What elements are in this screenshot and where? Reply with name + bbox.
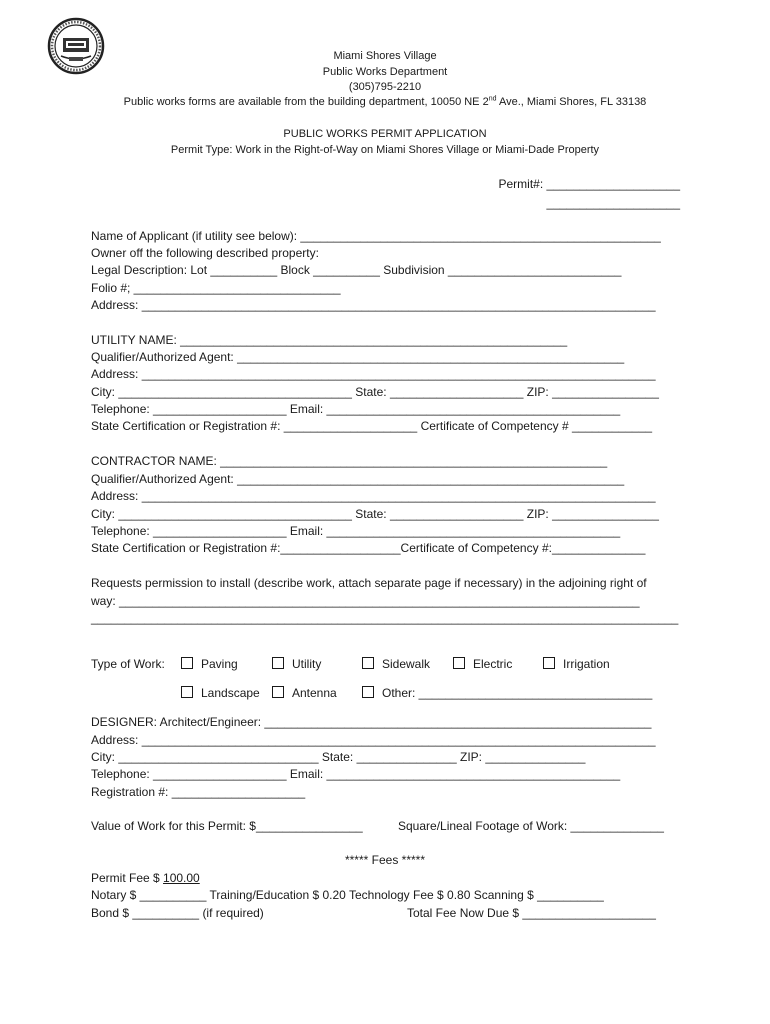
fees-heading: ***** Fees ***** <box>344 853 426 867</box>
department-name: Public Works Department <box>322 66 448 78</box>
utility-name-field[interactable]: UTILITY NAME: __________________________________________________________ <box>91 333 568 347</box>
work-value-field[interactable]: Value of Work for this Permit: $________________ <box>91 819 363 833</box>
checkbox-icon[interactable] <box>362 686 374 698</box>
designer-registration-field[interactable]: Registration #: ____________________ <box>91 785 306 799</box>
work-type-sidewalk[interactable] <box>362 657 430 671</box>
utility-phone-field[interactable]: Telephone: ____________________ Email: ____________________________________________ <box>91 402 621 416</box>
work-type-irrigation[interactable] <box>543 657 610 671</box>
utility-agent-field[interactable]: Qualifier/Authorized Agent: __________________________________________________________ <box>91 350 625 364</box>
designer-city-field[interactable]: City: ______________________________ State: _______________ ZIP: _______________ <box>91 750 586 764</box>
work-type-electric[interactable] <box>453 657 512 671</box>
permit-fee-label: Permit Fee $ <box>91 871 164 885</box>
work-type-label-text: Antenna <box>292 686 337 700</box>
work-type-antenna[interactable] <box>272 686 337 700</box>
work-type-utility[interactable] <box>272 657 321 671</box>
availability-superscript: nd <box>488 95 497 103</box>
contractor-cert-field[interactable]: State Certification or Registration #:__________________Certificate of Competency #:______________ <box>91 541 646 555</box>
permit-type: Permit Type: Work in the Right-of-Way on Miami Shores Village or Miami-Dade Property <box>170 144 600 156</box>
work-type-label-text: Landscape <box>201 686 260 700</box>
contractor-agent-field[interactable]: Qualifier/Authorized Agent: __________________________________________________________ <box>91 472 625 486</box>
work-type-label-text: Paving <box>201 657 238 671</box>
utility-address-field[interactable]: Address: _____________________________________________________________________________ <box>91 367 656 381</box>
availability-text-end: Ave., Miami Shores, FL 33138 <box>496 96 647 108</box>
checkbox-icon[interactable] <box>181 657 193 669</box>
folio-field[interactable]: Folio #; _______________________________ <box>91 281 341 295</box>
legal-description-field[interactable]: Legal Description: Lot __________ Block __________ Subdivision __________________________ <box>91 263 622 277</box>
permit-number-extra-line[interactable]: ____________________ <box>546 196 680 210</box>
work-type-other[interactable] <box>362 686 652 700</box>
form-title: PUBLIC WORKS PERMIT APPLICATION <box>283 128 487 140</box>
owner-label: Owner off the following described property: <box>91 246 319 260</box>
work-type-label-text: Utility <box>292 657 322 671</box>
checkbox-icon[interactable] <box>181 686 193 698</box>
checkbox-icon[interactable] <box>362 657 374 669</box>
contractor-address-field[interactable]: Address: _____________________________________________________________________________ <box>91 489 656 503</box>
designer-address-field[interactable]: Address: _____________________________________________________________________________ <box>91 733 656 747</box>
total-fee-field[interactable]: Total Fee Now Due $ ____________________ <box>407 906 656 920</box>
request-way-field[interactable]: way: ______________________________________________________________________________ <box>91 594 640 608</box>
org-name: Miami Shores Village <box>333 50 437 62</box>
request-extra-line[interactable]: ________________________________________________________________________________________ <box>91 611 679 625</box>
forms-availability <box>0 95 770 109</box>
fees-line[interactable]: Notary $ __________ Training/Education $ 0.20 Technology Fee $ 0.80 Scanning $ __________ <box>91 888 604 902</box>
square-footage-field[interactable]: Square/Lineal Footage of Work: ______________ <box>398 819 664 833</box>
contractor-city-field[interactable]: City: ___________________________________ State: ____________________ ZIP: ________________ <box>91 507 659 521</box>
contractor-name-field[interactable]: CONTRACTOR NAME: __________________________________________________________ <box>91 454 608 468</box>
work-type-label-text: Irrigation <box>563 657 610 671</box>
checkbox-icon[interactable] <box>272 657 284 669</box>
work-type-label: Type of Work: <box>91 657 165 671</box>
utility-cert-field[interactable]: State Certification or Registration #: ____________________ Certificate of Competency # ____________ <box>91 419 653 433</box>
permit-number-field[interactable]: Permit#: ____________________ <box>498 177 680 191</box>
work-type-paving[interactable] <box>181 657 238 671</box>
request-description: Requests permission to install (describe work, attach separate page if necessary) in the adjoining right of <box>91 576 647 590</box>
work-type-label-text: Sidewalk <box>382 657 431 671</box>
department-phone: (305)795-2210 <box>348 81 422 93</box>
contractor-phone-field[interactable]: Telephone: ____________________ Email: ____________________________________________ <box>91 524 621 538</box>
availability-text: Public works forms are available from the building department, 10050 NE 2 <box>123 96 489 108</box>
checkbox-icon[interactable] <box>272 686 284 698</box>
permit-fee <box>91 871 200 885</box>
checkbox-icon[interactable] <box>543 657 555 669</box>
applicant-address-field[interactable]: Address: _____________________________________________________________________________ <box>91 298 656 312</box>
work-type-landscape[interactable] <box>181 686 260 700</box>
work-type-label-text: Electric <box>473 657 513 671</box>
applicant-name-field[interactable]: Name of Applicant (if utility see below): ______________________________________________________ <box>91 229 661 243</box>
bond-field[interactable]: Bond $ __________ (if required) <box>91 906 264 920</box>
designer-phone-field[interactable]: Telephone: ____________________ Email: ____________________________________________ <box>91 767 621 781</box>
utility-city-field[interactable]: City: ___________________________________ State: ____________________ ZIP: ________________ <box>91 385 659 399</box>
designer-name-field[interactable]: DESIGNER: Architect/Engineer: __________________________________________________________ <box>91 715 652 729</box>
permit-fee-value: 100.00 <box>163 871 200 885</box>
checkbox-icon[interactable] <box>453 657 465 669</box>
work-type-other-field[interactable]: Other: ___________________________________ <box>382 686 653 700</box>
